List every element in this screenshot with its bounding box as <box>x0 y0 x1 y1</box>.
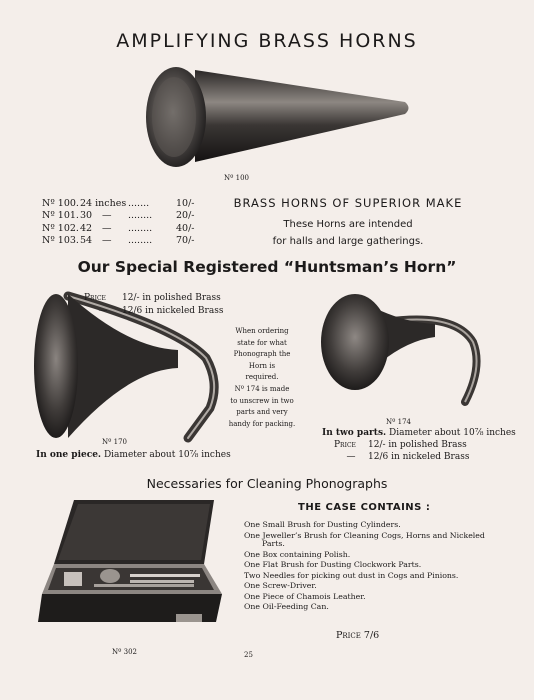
page-title: AMPLIFYING BRASS HORNS <box>116 30 418 52</box>
horn-174-price-2 <box>334 452 469 462</box>
price-label: Price <box>334 440 356 450</box>
list-item: One Small Brush for Dusting Cylinders. <box>244 520 401 529</box>
ditto-dash: — <box>102 222 112 234</box>
item-price: 40/- <box>176 222 195 234</box>
ditto-dash: — <box>346 452 356 462</box>
horn-100-caption: Nº 100 <box>224 174 250 182</box>
note-line: Phonograph the <box>233 350 291 358</box>
list-item: One Screw-Driver. <box>244 581 317 590</box>
price-polished: 12/- in polished Brass <box>122 293 221 303</box>
list-item: One Jeweller’s Brush for Cleaning Cogs, Horns and Nickeled <box>244 530 485 540</box>
note-line: When ordering <box>235 327 289 335</box>
leader-dots: ........ <box>128 222 153 234</box>
price-row <box>42 223 212 235</box>
item-size: 24 inches <box>80 198 127 209</box>
superior-line-1: These Horns are intended <box>283 219 413 230</box>
huntsman-heading: Our Special Registered “Huntsman’s Horn” <box>77 258 457 276</box>
note-line: parts and very <box>236 408 288 416</box>
leader-dots: ....... <box>128 198 150 209</box>
leader-dots: ........ <box>128 235 153 247</box>
one-piece-diameter: Diameter about 10⅞ inches <box>103 450 231 460</box>
price-list <box>42 198 212 248</box>
horn-174-description <box>322 428 516 438</box>
ditto-dash: — <box>98 306 108 316</box>
case-price: Price 7/6 <box>336 630 380 641</box>
item-price: 10/- <box>176 198 195 209</box>
cleaning-heading: Necessaries for Cleaning Phonographs <box>146 476 388 491</box>
note-line: Horn is required. <box>245 361 279 381</box>
ordering-note <box>232 326 292 384</box>
note-line: Nº 174 is made <box>234 385 290 393</box>
one-piece-label: In one piece. <box>36 450 102 460</box>
packing-note <box>228 384 296 430</box>
two-parts-label: In two parts. <box>322 428 387 438</box>
item-size: 42 <box>80 222 93 234</box>
huntsman-price-1 <box>84 293 221 303</box>
horn-170-description <box>36 450 231 460</box>
list-item: Parts. <box>262 539 285 548</box>
cleaning-case-image <box>34 494 234 644</box>
ditto-dash: — <box>102 235 112 247</box>
list-item: One Box containing Polish. <box>244 549 351 559</box>
horn-100-image <box>140 62 415 172</box>
item-price: 20/- <box>176 210 195 222</box>
leader-dots: ........ <box>128 210 153 222</box>
list-item: One Piece of Chamois Leather. <box>244 591 366 601</box>
ditto-dash: — <box>102 210 112 222</box>
item-number: Nº 102. <box>42 222 79 234</box>
horn-174-price-1 <box>334 440 467 450</box>
two-parts-diameter: Diameter about 10⅞ inches <box>389 428 516 438</box>
note-line: to unscrew in two <box>230 396 294 405</box>
item-size: 54 <box>80 235 93 247</box>
price-row <box>42 210 212 222</box>
note-line: handy for packing. <box>228 419 296 428</box>
superior-line-2: for halls and large gatherings. <box>272 236 424 247</box>
case-contents-heading: THE CASE CONTAINS : <box>298 502 431 513</box>
item-number: Nº 101. <box>42 210 79 222</box>
list-item: One Flat Brush for Dusting Clockwork Parts. <box>244 560 422 569</box>
price-row <box>42 198 212 210</box>
horn-174-caption: Nº 174 <box>386 418 412 426</box>
huntsman-price-2 <box>84 306 223 316</box>
page-number: 25 <box>244 651 253 659</box>
horn-174-image <box>315 282 485 417</box>
note-line: state for what <box>237 338 287 347</box>
superior-heading: BRASS HORNS OF SUPERIOR MAKE <box>233 196 463 210</box>
item-size: 30 <box>80 210 93 222</box>
price-label: Price <box>84 293 106 303</box>
item-number: Nº 100. <box>42 198 79 209</box>
price-nickeled: 12/6 in nickeled Brass <box>368 452 470 462</box>
list-item: One Oil-Feeding Can. <box>244 602 329 611</box>
case-contents-list <box>244 520 514 613</box>
price-row <box>42 235 212 247</box>
horn-170-caption: Nº 170 <box>102 438 128 446</box>
item-number: Nº 103. <box>42 235 79 247</box>
price-nickeled: 12/6 in nickeled Brass <box>122 306 224 316</box>
price-polished: 12/- in polished Brass <box>368 440 467 450</box>
item-price: 70/- <box>176 235 195 247</box>
list-item: Two Needles for picking out dust in Cogs and Pinions. <box>244 570 459 580</box>
case-302-caption: Nº 302 <box>112 648 138 656</box>
